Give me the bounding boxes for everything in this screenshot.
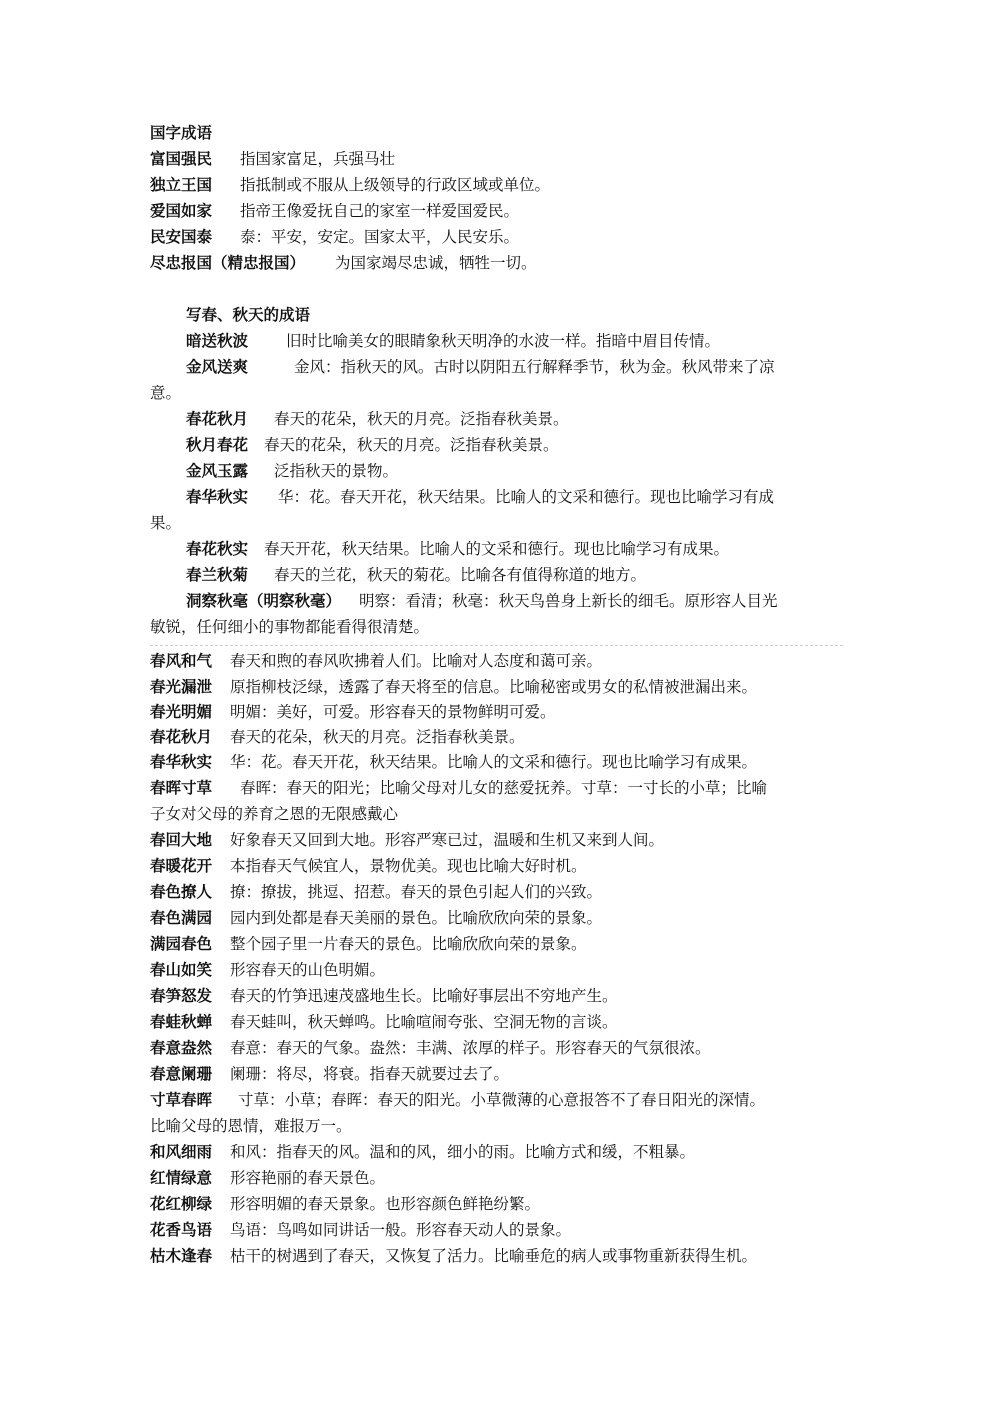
idiom-term: 洞察秋毫（明察秋毫） — [186, 592, 342, 610]
idiom-definition-continued: 比喻父母的恩情，难报万一。 — [150, 1117, 352, 1135]
idiom-entry — [150, 931, 845, 957]
idiom-term: 春色撩人 — [150, 883, 213, 901]
idiom-entry — [150, 648, 845, 674]
idiom-definition: 春晖：春天的阳光；比喻父母对儿女的慈爱抚养。寸草：一寸长的小草；比喻 — [240, 779, 768, 797]
idiom-definition: 整个园子里一片春天的景色。比喻欣欣向荣的景象。 — [230, 935, 587, 953]
idiom-definition: 春天的花朵，秋天的月亮。泛指春秋美景。 — [274, 410, 569, 428]
idiom-term: 春回大地 — [150, 831, 213, 849]
idiom-entry — [150, 1035, 845, 1061]
idiom-term: 富国强民 — [150, 150, 213, 168]
idiom-definition: 明媚：美好，可爱。形容春天的景物鲜明可爱。 — [230, 703, 556, 721]
idiom-entry — [150, 224, 845, 250]
idiom-term: 春暖花开 — [150, 857, 213, 875]
idiom-definition: 泰：平安，安定。国家太平，人民安乐。 — [240, 228, 520, 246]
idiom-term: 独立王国 — [150, 176, 213, 194]
idiom-entry — [150, 1217, 845, 1243]
idiom-definition: 华：花。春天开花，秋天结果。比喻人的文采和德行。现也比喻学习有成果。 — [230, 753, 758, 771]
idiom-term: 春花秋实 — [186, 540, 249, 558]
idiom-definition: 春天的兰花，秋天的菊花。比喻各有值得称道的地方。 — [274, 566, 647, 584]
idiom-definition: 原指柳枝泛绿，透露了春天将至的信息。比喻秘密或男女的私情被泄漏出来。 — [230, 678, 758, 696]
idiom-definition: 春天蛙叫，秋天蝉鸣。比喻喧闹夸张、空洞无物的言谈。 — [230, 1013, 618, 1031]
idiom-entry — [186, 432, 845, 458]
idiom-entry — [150, 827, 845, 853]
idiom-entry — [150, 674, 845, 700]
idiom-term: 春色满园 — [150, 909, 213, 927]
idiom-term: 春蛙秋蝉 — [150, 1013, 213, 1031]
idiom-term: 金风玉露 — [186, 462, 249, 480]
idiom-entry — [150, 250, 845, 276]
idiom-entry — [186, 406, 845, 432]
idiom-entry — [186, 588, 845, 614]
idiom-definition: 春天的竹笋迅速茂盛地生长。比喻好事层出不穷地产生。 — [230, 987, 618, 1005]
idiom-entry — [150, 146, 845, 172]
idiom-term: 暗送秋波 — [186, 332, 249, 350]
idiom-definition: 好象春天又回到大地。形容严寒已过，温暖和生机又来到人间。 — [230, 831, 665, 849]
idiom-term: 春花秋月 — [186, 410, 249, 428]
idiom-term: 满园春色 — [150, 935, 213, 953]
idiom-term: 红情绿意 — [150, 1169, 213, 1187]
idiom-definition: 枯干的树遇到了春天，又恢复了活力。比喻垂危的病人或事物重新获得生机。 — [230, 1247, 758, 1265]
idiom-definition-continued: 敏锐，任何细小的事物都能看得很清楚。 — [150, 618, 430, 636]
idiom-entry — [186, 354, 845, 380]
idiom-definition: 春天的花朵，秋天的月亮。泛指春秋美景。 — [264, 436, 559, 454]
idiom-entry — [150, 1191, 845, 1217]
idiom-definition: 明察：看清；秋毫：秋天鸟兽身上新长的细毛。原形容人目光 — [359, 592, 778, 610]
idiom-term: 枯木逢春 — [150, 1247, 213, 1265]
idiom-definition-continued: 意。 — [150, 384, 182, 402]
idiom-term: 寸草春晖 — [150, 1091, 213, 1109]
section2-title: 写春、秋天的成语 — [186, 306, 311, 324]
idiom-term: 秋月春花 — [186, 436, 249, 454]
idiom-definition: 阑珊：将尽，将衰。指春天就要过去了。 — [230, 1065, 510, 1083]
idiom-entry — [150, 198, 845, 224]
idiom-definition: 鸟语：鸟鸣如同讲话一般。形容春天动人的景象。 — [230, 1221, 572, 1239]
idiom-term: 爱国如家 — [150, 202, 213, 220]
idiom-term: 春华秋实 — [150, 753, 213, 771]
idiom-entry — [150, 172, 845, 198]
idiom-entry — [150, 879, 845, 905]
idiom-definition: 形容明媚的春天景象。也形容颜色鲜艳纷繁。 — [230, 1195, 541, 1213]
idiom-definition: 为国家竭尽忠诚，牺牲一切。 — [335, 254, 537, 272]
idiom-definition: 春天开花，秋天结果。比喻人的文采和德行。现也比喻学习有成果。 — [264, 540, 730, 558]
idiom-entry — [150, 699, 845, 725]
idiom-term: 春意阑珊 — [150, 1065, 213, 1083]
idiom-entry — [150, 905, 845, 931]
idiom-entry — [150, 1243, 845, 1269]
idiom-definition: 和风：指春天的风。温和的风，细小的雨。比喻方式和缓，不粗暴。 — [230, 1143, 696, 1161]
idiom-term: 民安国泰 — [150, 228, 213, 246]
idiom-entry — [186, 536, 845, 562]
idiom-definition: 形容春天的山色明媚。 — [230, 961, 386, 979]
idiom-definition: 寸草：小草；春晖：春天的阳光。小草微薄的心意报答不了春日阳光的深情。 — [238, 1091, 766, 1109]
idiom-term: 春山如笑 — [150, 961, 213, 979]
idiom-entry — [150, 853, 845, 879]
idiom-term: 尽忠报国（精忠报国） — [150, 254, 306, 272]
section1-title: 国字成语 — [150, 124, 213, 142]
idiom-definition: 春意：春天的气象。盎然：丰满、浓厚的样子。形容春天的气氛很浓。 — [230, 1039, 711, 1057]
idiom-entry — [150, 749, 845, 775]
idiom-term: 春兰秋菊 — [186, 566, 249, 584]
idiom-definition: 形容艳丽的春天景色。 — [230, 1169, 386, 1187]
idiom-term: 春笋怒发 — [150, 987, 213, 1005]
idiom-definition: 春天和煦的春风吹拂着人们。比喻对人态度和蔼可亲。 — [230, 652, 603, 670]
idiom-entry — [186, 562, 845, 588]
idiom-definition: 华：花。春天开花，秋天结果。比喻人的文采和德行。现也比喻学习有成 — [278, 488, 775, 506]
idiom-definition: 泛指秋天的景物。 — [274, 462, 399, 480]
idiom-entry — [150, 1165, 845, 1191]
idiom-definition: 本指春天气候宜人，景物优美。现也比喻大好时机。 — [230, 857, 587, 875]
idiom-term: 春风和气 — [150, 652, 213, 670]
idiom-entry — [150, 957, 845, 983]
idiom-term: 春意盎然 — [150, 1039, 213, 1057]
idiom-entry — [150, 1139, 845, 1165]
idiom-entry — [150, 724, 845, 750]
idiom-definition: 指抵制或不服从上级领导的行政区域或单位。 — [240, 176, 551, 194]
idiom-entry — [150, 983, 845, 1009]
idiom-term: 春花秋月 — [150, 728, 213, 746]
idiom-term: 春华秋实 — [186, 488, 249, 506]
idiom-entry — [150, 1061, 845, 1087]
idiom-definition: 撩：撩拔，挑逗、招惹。春天的景色引起人们的兴致。 — [230, 883, 603, 901]
idiom-entry — [150, 1009, 845, 1035]
idiom-definition: 园内到处都是春天美丽的景色。比喻欣欣向荣的景象。 — [230, 909, 603, 927]
idiom-entry — [150, 775, 845, 801]
section-divider — [150, 645, 843, 646]
idiom-definition: 指帝王像爱抚自己的家室一样爱国爱民。 — [240, 202, 520, 220]
idiom-definition: 金风：指秋天的风。古时以阴阳五行解释季节，秋为金。秋风带来了凉 — [294, 358, 775, 376]
idiom-term: 和风细雨 — [150, 1143, 213, 1161]
idiom-term: 花红柳绿 — [150, 1195, 213, 1213]
idiom-definition: 旧时比喻美女的眼睛象秋天明净的水波一样。指暗中眉目传情。 — [286, 332, 721, 350]
idiom-definition-continued: 果。 — [150, 514, 182, 532]
idiom-entry — [150, 1087, 845, 1113]
idiom-term: 春光明媚 — [150, 703, 213, 721]
idiom-term: 春光漏泄 — [150, 678, 213, 696]
idiom-entry — [186, 328, 845, 354]
idiom-term: 花香鸟语 — [150, 1221, 213, 1239]
idiom-definition-continued: 子女对父母的养育之恩的无限感戴心 — [150, 805, 399, 823]
idiom-entry — [186, 458, 845, 484]
idiom-entry — [186, 484, 845, 510]
idiom-term: 春晖寸草 — [150, 779, 213, 797]
idiom-term: 金风送爽 — [186, 358, 249, 376]
idiom-definition: 春天的花朵，秋天的月亮。泛指春秋美景。 — [230, 728, 525, 746]
idiom-definition: 指国家富足，兵强马壮 — [240, 150, 396, 168]
